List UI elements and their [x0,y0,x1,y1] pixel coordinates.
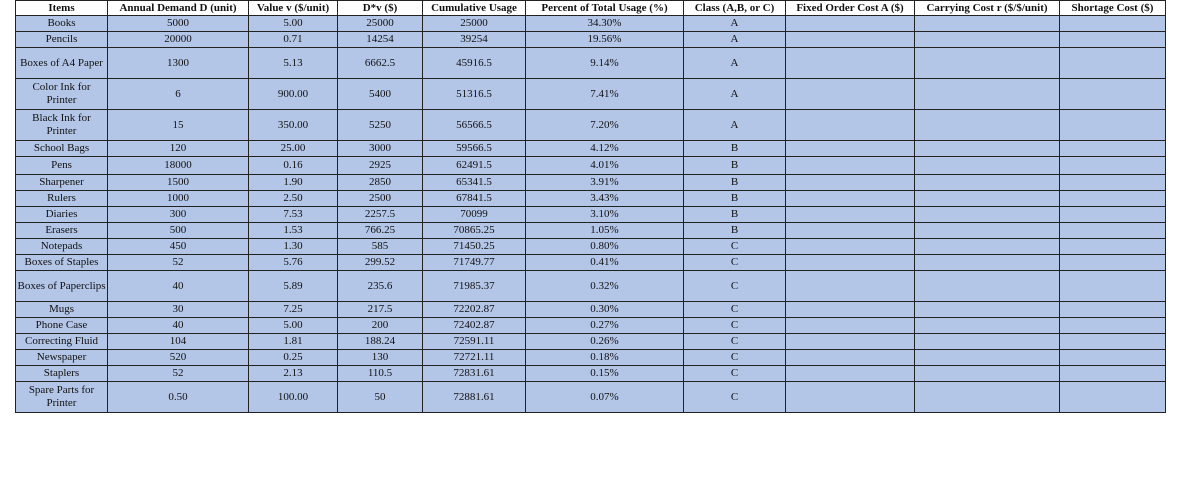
cell-carrying-cost [915,207,1060,223]
cell-annual-demand: 40 [108,271,249,302]
cell-cumulative-usage: 70865.25 [423,223,526,239]
cell-annual-demand: 30 [108,302,249,318]
cell-dv: 585 [338,239,423,255]
cell-cumulative-usage: 39254 [423,32,526,48]
cell-carrying-cost [915,175,1060,191]
cell-annual-demand: 1300 [108,48,249,79]
header-cumulative-usage: Cumulative Usage [423,1,526,16]
cell-class: C [684,350,786,366]
cell-annual-demand: 5000 [108,16,249,32]
cell-item-name: School Bags [16,141,108,157]
cell-fixed-order-cost [786,271,915,302]
table-row [16,110,1166,141]
cell-item-name: Staplers [16,366,108,382]
cell-class: B [684,175,786,191]
cell-item-name: Rulers [16,191,108,207]
cell-class: C [684,271,786,302]
cell-dv: 2500 [338,191,423,207]
table-row [16,79,1166,110]
cell-item-name: Mugs [16,302,108,318]
cell-cumulative-usage: 72881.61 [423,382,526,413]
cell-cumulative-usage: 62491.5 [423,157,526,175]
cell-carrying-cost [915,16,1060,32]
cell-shortage-cost [1060,318,1166,334]
cell-class: B [684,141,786,157]
cell-shortage-cost [1060,48,1166,79]
cell-percent-total: 3.10% [526,207,684,223]
cell-dv: 5250 [338,110,423,141]
cell-fixed-order-cost [786,302,915,318]
cell-item-name: Color Ink for Printer [16,79,108,110]
cell-fixed-order-cost [786,255,915,271]
cell-carrying-cost [915,110,1060,141]
cell-percent-total: 0.80% [526,239,684,255]
cell-carrying-cost [915,79,1060,110]
cell-shortage-cost [1060,382,1166,413]
cell-percent-total: 4.12% [526,141,684,157]
cell-class: C [684,318,786,334]
cell-cumulative-usage: 65341.5 [423,175,526,191]
cell-fixed-order-cost [786,318,915,334]
cell-dv: 766.25 [338,223,423,239]
cell-fixed-order-cost [786,16,915,32]
cell-class: A [684,16,786,32]
table-row [16,366,1166,382]
cell-dv: 130 [338,350,423,366]
cell-dv: 2925 [338,157,423,175]
cell-dv: 25000 [338,16,423,32]
cell-cumulative-usage: 51316.5 [423,79,526,110]
table-row [16,302,1166,318]
cell-shortage-cost [1060,255,1166,271]
table-row [16,382,1166,413]
cell-item-name: Boxes of Staples [16,255,108,271]
cell-percent-total: 0.07% [526,382,684,413]
cell-fixed-order-cost [786,110,915,141]
cell-annual-demand: 52 [108,366,249,382]
header-row [16,1,1166,16]
cell-shortage-cost [1060,79,1166,110]
table-row [16,334,1166,350]
cell-class: A [684,79,786,110]
abc-analysis-table [15,0,1166,413]
cell-shortage-cost [1060,157,1166,175]
cell-fixed-order-cost [786,382,915,413]
cell-shortage-cost [1060,239,1166,255]
cell-value: 1.53 [249,223,338,239]
cell-cumulative-usage: 72831.61 [423,366,526,382]
cell-percent-total: 7.20% [526,110,684,141]
table-row [16,16,1166,32]
cell-carrying-cost [915,191,1060,207]
cell-fixed-order-cost [786,32,915,48]
cell-annual-demand: 20000 [108,32,249,48]
cell-class: B [684,157,786,175]
table-row [16,255,1166,271]
cell-carrying-cost [915,382,1060,413]
cell-fixed-order-cost [786,141,915,157]
cell-dv: 5400 [338,79,423,110]
cell-class: C [684,255,786,271]
cell-class: C [684,366,786,382]
cell-value: 0.71 [249,32,338,48]
table-row [16,271,1166,302]
cell-percent-total: 0.30% [526,302,684,318]
cell-annual-demand: 18000 [108,157,249,175]
cell-carrying-cost [915,157,1060,175]
cell-value: 5.00 [249,16,338,32]
cell-carrying-cost [915,334,1060,350]
cell-value: 5.00 [249,318,338,334]
table-row [16,48,1166,79]
cell-dv: 235.6 [338,271,423,302]
cell-cumulative-usage: 72591.11 [423,334,526,350]
header-class: Class (A,B, or C) [684,1,786,16]
cell-shortage-cost [1060,207,1166,223]
cell-fixed-order-cost [786,191,915,207]
cell-class: C [684,382,786,413]
cell-dv: 6662.5 [338,48,423,79]
cell-annual-demand: 0.50 [108,382,249,413]
table-row [16,32,1166,48]
cell-item-name: Pencils [16,32,108,48]
cell-cumulative-usage: 71749.77 [423,255,526,271]
cell-cumulative-usage: 59566.5 [423,141,526,157]
cell-shortage-cost [1060,350,1166,366]
cell-class: B [684,223,786,239]
cell-dv: 2257.5 [338,207,423,223]
cell-item-name: Diaries [16,207,108,223]
cell-percent-total: 0.41% [526,255,684,271]
cell-cumulative-usage: 72202.87 [423,302,526,318]
header-value: Value v ($/unit) [249,1,338,16]
cell-value: 1.81 [249,334,338,350]
cell-shortage-cost [1060,223,1166,239]
cell-annual-demand: 300 [108,207,249,223]
cell-fixed-order-cost [786,239,915,255]
cell-shortage-cost [1060,191,1166,207]
cell-class: C [684,302,786,318]
cell-shortage-cost [1060,110,1166,141]
cell-carrying-cost [915,318,1060,334]
cell-value: 5.13 [249,48,338,79]
cell-carrying-cost [915,302,1060,318]
cell-cumulative-usage: 71985.37 [423,271,526,302]
cell-carrying-cost [915,141,1060,157]
cell-percent-total: 0.27% [526,318,684,334]
cell-value: 25.00 [249,141,338,157]
table-row [16,318,1166,334]
cell-value: 0.25 [249,350,338,366]
cell-percent-total: 0.18% [526,350,684,366]
table-row [16,350,1166,366]
cell-item-name: Erasers [16,223,108,239]
header-shortage-cost: Shortage Cost ($) [1060,1,1166,16]
cell-annual-demand: 520 [108,350,249,366]
cell-class: A [684,110,786,141]
cell-value: 100.00 [249,382,338,413]
cell-class: C [684,334,786,350]
cell-percent-total: 9.14% [526,48,684,79]
header-fixed-order-cost: Fixed Order Cost A ($) [786,1,915,16]
cell-shortage-cost [1060,334,1166,350]
cell-value: 1.90 [249,175,338,191]
cell-annual-demand: 1500 [108,175,249,191]
table-row [16,191,1166,207]
cell-percent-total: 0.26% [526,334,684,350]
cell-percent-total: 1.05% [526,223,684,239]
cell-shortage-cost [1060,271,1166,302]
cell-cumulative-usage: 72402.87 [423,318,526,334]
cell-value: 0.16 [249,157,338,175]
table-row [16,207,1166,223]
cell-value: 350.00 [249,110,338,141]
cell-class: C [684,239,786,255]
cell-carrying-cost [915,350,1060,366]
cell-shortage-cost [1060,32,1166,48]
cell-percent-total: 3.43% [526,191,684,207]
cell-fixed-order-cost [786,366,915,382]
cell-shortage-cost [1060,16,1166,32]
cell-value: 7.53 [249,207,338,223]
cell-annual-demand: 52 [108,255,249,271]
cell-class: B [684,191,786,207]
cell-cumulative-usage: 25000 [423,16,526,32]
cell-dv: 3000 [338,141,423,157]
cell-fixed-order-cost [786,79,915,110]
cell-value: 2.50 [249,191,338,207]
cell-item-name: Phone Case [16,318,108,334]
cell-percent-total: 0.32% [526,271,684,302]
cell-fixed-order-cost [786,175,915,191]
cell-item-name: Books [16,16,108,32]
header-carrying-cost: Carrying Cost r ($/$/unit) [915,1,1060,16]
cell-carrying-cost [915,48,1060,79]
header-percent-total-usage: Percent of Total Usage (%) [526,1,684,16]
cell-value: 1.30 [249,239,338,255]
cell-cumulative-usage: 70099 [423,207,526,223]
cell-annual-demand: 15 [108,110,249,141]
cell-item-name: Boxes of Paperclips [16,271,108,302]
cell-value: 2.13 [249,366,338,382]
cell-item-name: Boxes of A4 Paper [16,48,108,79]
cell-item-name: Spare Parts for Printer [16,382,108,413]
cell-percent-total: 7.41% [526,79,684,110]
cell-shortage-cost [1060,175,1166,191]
cell-fixed-order-cost [786,350,915,366]
cell-carrying-cost [915,223,1060,239]
cell-fixed-order-cost [786,48,915,79]
cell-value: 900.00 [249,79,338,110]
cell-annual-demand: 450 [108,239,249,255]
cell-item-name: Black Ink for Printer [16,110,108,141]
cell-value: 7.25 [249,302,338,318]
header-dv: D*v ($) [338,1,423,16]
cell-dv: 299.52 [338,255,423,271]
cell-cumulative-usage: 45916.5 [423,48,526,79]
cell-item-name: Newspaper [16,350,108,366]
cell-dv: 200 [338,318,423,334]
cell-dv: 188.24 [338,334,423,350]
cell-annual-demand: 1000 [108,191,249,207]
cell-cumulative-usage: 67841.5 [423,191,526,207]
cell-dv: 110.5 [338,366,423,382]
cell-percent-total: 19.56% [526,32,684,48]
cell-item-name: Pens [16,157,108,175]
table-body [16,16,1166,413]
cell-cumulative-usage: 71450.25 [423,239,526,255]
cell-carrying-cost [915,239,1060,255]
cell-carrying-cost [915,255,1060,271]
cell-dv: 14254 [338,32,423,48]
cell-dv: 217.5 [338,302,423,318]
cell-annual-demand: 104 [108,334,249,350]
cell-fixed-order-cost [786,157,915,175]
cell-annual-demand: 120 [108,141,249,157]
cell-dv: 2850 [338,175,423,191]
cell-percent-total: 34.30% [526,16,684,32]
cell-carrying-cost [915,271,1060,302]
cell-annual-demand: 40 [108,318,249,334]
cell-value: 5.89 [249,271,338,302]
cell-percent-total: 0.15% [526,366,684,382]
cell-cumulative-usage: 56566.5 [423,110,526,141]
cell-percent-total: 3.91% [526,175,684,191]
table-row [16,239,1166,255]
cell-carrying-cost [915,366,1060,382]
header-annual-demand: Annual Demand D (unit) [108,1,249,16]
table-row [16,141,1166,157]
cell-cumulative-usage: 72721.11 [423,350,526,366]
cell-fixed-order-cost [786,334,915,350]
cell-item-name: Sharpener [16,175,108,191]
cell-value: 5.76 [249,255,338,271]
table-row [16,157,1166,175]
cell-carrying-cost [915,32,1060,48]
cell-annual-demand: 500 [108,223,249,239]
header-items: Items [16,1,108,16]
table-row [16,175,1166,191]
cell-shortage-cost [1060,141,1166,157]
cell-class: A [684,48,786,79]
cell-item-name: Correcting Fluid [16,334,108,350]
cell-shortage-cost [1060,366,1166,382]
cell-fixed-order-cost [786,207,915,223]
cell-fixed-order-cost [786,223,915,239]
cell-class: A [684,32,786,48]
cell-item-name: Notepads [16,239,108,255]
cell-dv: 50 [338,382,423,413]
cell-shortage-cost [1060,302,1166,318]
cell-class: B [684,207,786,223]
cell-annual-demand: 6 [108,79,249,110]
cell-percent-total: 4.01% [526,157,684,175]
table-row [16,223,1166,239]
